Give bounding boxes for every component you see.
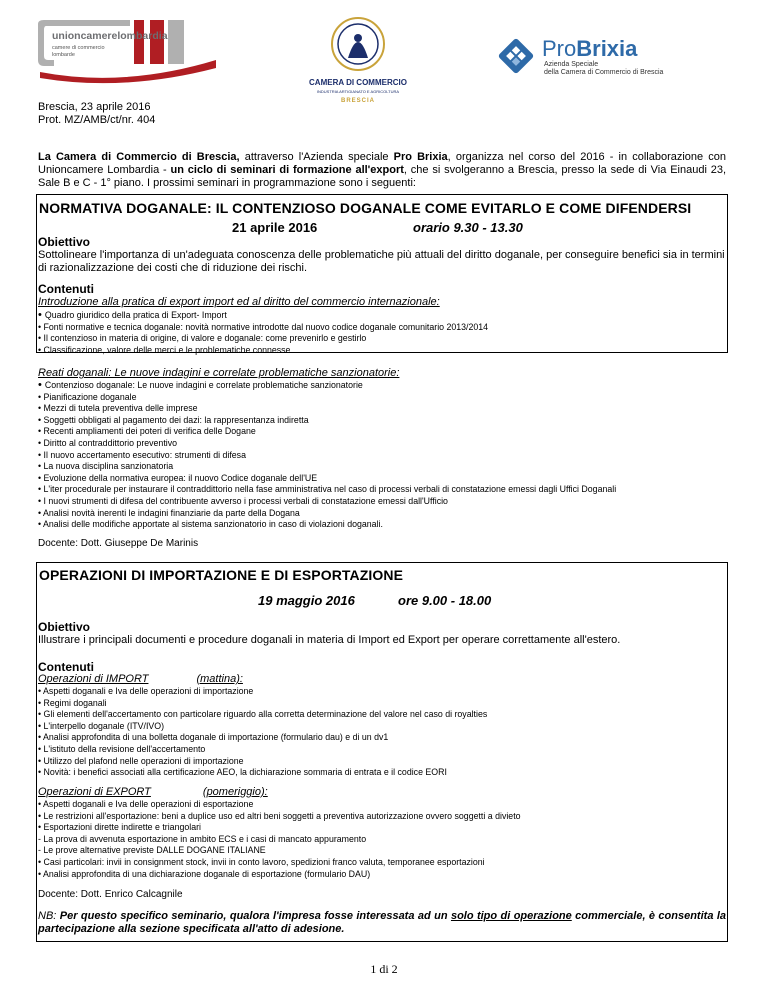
list-item: • Regimi doganali bbox=[38, 698, 728, 710]
list-item: - Le prove alternative previste DALLE DOGANE ITALIANE bbox=[38, 845, 266, 856]
list-item: • Analisi delle modifiche apportate al sistema sanzionatorio in caso di violazioni doganali. bbox=[38, 519, 728, 531]
unioncamere-lombardia-logo bbox=[34, 16, 222, 86]
list-item: • Analisi approfondita di una bolletta doganale di importazione (formulario dau) e di un dv1 bbox=[38, 732, 728, 744]
list-item: • Diritto al contraddittorio preventivo bbox=[38, 438, 728, 450]
seminar-2-objective: Illustrare i principali documenti e procedure doganali in materia di Import ed Export per operare correttamente all'estero. bbox=[38, 634, 621, 646]
list-item: • Le restrizioni all'esportazione: beni a duplice uso ed altri beni soggetti a preventiva autorizzazione ovvero soggetti a divieto bbox=[38, 811, 728, 823]
list-item: • Aspetti doganali e Iva delle operazioni di esportazione bbox=[38, 799, 728, 811]
list-item: • Analisi novità inerenti le indagini finanziarie da parte della Dogana bbox=[38, 508, 728, 520]
nb-note: NB: Per questo specifico seminario, qualora l'impresa fosse interessata ad un solo tipo di operazione commerciale, è consentita la partecipazione alla sezione specificata all'atto di adesione. bbox=[38, 910, 727, 935]
place-date: Brescia, 23 aprile 2016 bbox=[38, 101, 151, 113]
intro-paragraph: La Camera di Commercio di Brescia, attraverso l'Azienda speciale Pro Brixia, organizza nel corso del 2016 - in collaborazione con Unioncamere Lombardia - un ciclo di seminari di formazione all'export, che si svolgeranno a Brescia, presso la sede di Via Einaudi 23, Sale B e C - 1° piano. I prossimi seminari in programmazione sono i seguenti: bbox=[38, 151, 727, 190]
seminar-2-teacher: Docente: Dott. Enrico Calcagnile bbox=[38, 889, 183, 900]
list-item: • Soggetti obbligati al pagamento dei dazi: la rappresentanza indiretta bbox=[38, 415, 728, 427]
seminar-2-objective-heading: Obiettivo bbox=[38, 620, 91, 634]
list-item: • Il nuovo accertamento esecutivo: strumenti di difesa bbox=[38, 450, 728, 462]
seminar-1-time: orario 9.30 - 13.30 bbox=[413, 220, 523, 235]
list-item: • Recenti ampliamenti dei poteri di verifica delle Dogane bbox=[38, 426, 728, 438]
list-item: - La prova di avvenuta esportazione in ambito ECS e i casi di mancato appuramento bbox=[38, 833, 367, 844]
seminar-1-topics-2 bbox=[38, 380, 728, 531]
camera-di-commercio-logo bbox=[296, 14, 420, 106]
svg-text:CAMERA DI COMMERCIO: CAMERA DI COMMERCIO bbox=[309, 78, 407, 87]
seminar-1-title: NORMATIVA DOGANALE: IL CONTENZIOSO DOGANALE COME EVITARLO E COME DIFENDERSI bbox=[39, 200, 692, 216]
svg-text:INDUSTRIA ARTIGIANATO E AGRICO: INDUSTRIA ARTIGIANATO E AGRICOLTURA bbox=[316, 89, 400, 94]
seminar-1-contents-heading: Contenuti bbox=[38, 282, 94, 296]
list-item: • L'interpello doganale (ITV/IVO) bbox=[38, 721, 728, 733]
svg-text:unioncamerelombardia: unioncamerelombardia bbox=[52, 30, 168, 42]
probrixia-logo bbox=[496, 28, 680, 84]
seminar-1-subheading-1: Introduzione alla pratica di export import ed al diritto del commercio internazionale: bbox=[38, 296, 440, 308]
svg-text:lombarde: lombarde bbox=[52, 52, 75, 58]
export-heading: Operazioni di EXPORT (pomeriggio): bbox=[38, 786, 268, 798]
list-item: • La nuova disciplina sanzionatoria bbox=[38, 461, 728, 473]
seminar-1-teacher: Docente: Dott. Giuseppe De Marinis bbox=[38, 538, 199, 549]
export-topics bbox=[38, 799, 728, 880]
list-item: • Contenzioso doganale: Le nuove indagini e correlate problematiche sanzionatorie bbox=[38, 380, 728, 392]
list-item: • Il contenzioso in materia di origine, di valore e doganale: come prevenirlo e gestirlo bbox=[38, 333, 728, 345]
svg-text:BRESCIA: BRESCIA bbox=[340, 98, 376, 104]
list-item: • Evoluzione della normativa europea: il nuovo Codice doganale dell'UE bbox=[38, 473, 728, 485]
list-item: • Esportazioni dirette indirette e triangolari bbox=[38, 822, 728, 834]
list-item: • Casi particolari: invii in consignment stock, invii in conto lavoro, spedizioni franco valuta, temporanee esportazioni bbox=[38, 857, 728, 869]
seminar-2-time: ore 9.00 - 18.00 bbox=[398, 593, 492, 608]
seminar-1-subheading-2: Reati doganali: Le nuove indagini e correlate problematiche sanzionatorie: bbox=[38, 367, 400, 379]
list-item: • Quadro giuridico della pratica di Export- Import bbox=[38, 310, 728, 322]
svg-text:Azienda Speciale: Azienda Speciale bbox=[544, 61, 599, 68]
page-number: 1 di 2 bbox=[370, 962, 398, 976]
list-item: • Aspetti doganali e Iva delle operazioni di importazione bbox=[38, 686, 728, 698]
list-item: • I nuovi strumenti di difesa del contribuente avverso i processi verbali di constatazione emessi dall'Ufficio bbox=[38, 496, 728, 508]
svg-text:camere di commercio: camere di commercio bbox=[52, 45, 105, 51]
svg-text:ProBrixia: ProBrixia bbox=[542, 36, 638, 61]
seminar-1-topics-1 bbox=[38, 310, 728, 356]
import-heading: Operazioni di IMPORT (mattina): bbox=[38, 673, 243, 685]
list-item: • Utilizzo del plafond nelle operazioni di importazione bbox=[38, 756, 728, 768]
seminar-1-objective-heading: Obiettivo bbox=[38, 235, 91, 249]
import-topics bbox=[38, 686, 728, 779]
list-item: • Analisi approfondita di una dichiarazione doganale di esportazione (formulario DAU) bbox=[38, 869, 728, 881]
seminar-1-date: 21 aprile 2016 bbox=[232, 220, 318, 235]
list-item: • L'istituto della revisione dell'accertamento bbox=[38, 744, 728, 756]
list-item: • Fonti normative e tecnica doganale: novità normative introdotte dal nuovo codice doganale comunitario 2013/2014 bbox=[38, 322, 728, 334]
list-item: • Classificazione, valore delle merci e le problematiche connesse bbox=[38, 345, 728, 357]
list-item: • Mezzi di tutela preventiva delle imprese bbox=[38, 403, 728, 415]
list-item: • Gli elementi dell'accertamento con particolare riguardo alla corretta determinazione del valore nel caso di royalties bbox=[38, 709, 728, 721]
list-item: • Novità: i benefici associati alla certificazione AEO, la dichiarazione sommaria di entrata e il codice EORI bbox=[38, 767, 728, 779]
list-item: • L'iter procedurale per instaurare il contraddittorio nella fase amministrativa nel caso di processi verbali di constatazione emessi dagli Uffici Doganali bbox=[38, 484, 728, 496]
svg-text:della Camera di Commercio di B: della Camera di Commercio di Brescia bbox=[544, 69, 664, 76]
seminar-1-objective: Sottolineare l'importanza di un'adeguata conoscenza delle problematiche più attuali del diritto doganale, per conseguire benefici sia in termini di razionalizzazione dei costi che di riduzione dei rischi. bbox=[38, 249, 725, 274]
protocol-number: Prot. MZ/AMB/ct/nr. 404 bbox=[38, 114, 156, 126]
list-item: • Pianificazione doganale bbox=[38, 392, 728, 404]
seminar-2-date: 19 maggio 2016 bbox=[258, 593, 355, 608]
seminar-2-contents-heading: Contenuti bbox=[38, 660, 94, 674]
seminar-2-title: OPERAZIONI DI IMPORTAZIONE E DI ESPORTAZIONE bbox=[39, 567, 404, 583]
